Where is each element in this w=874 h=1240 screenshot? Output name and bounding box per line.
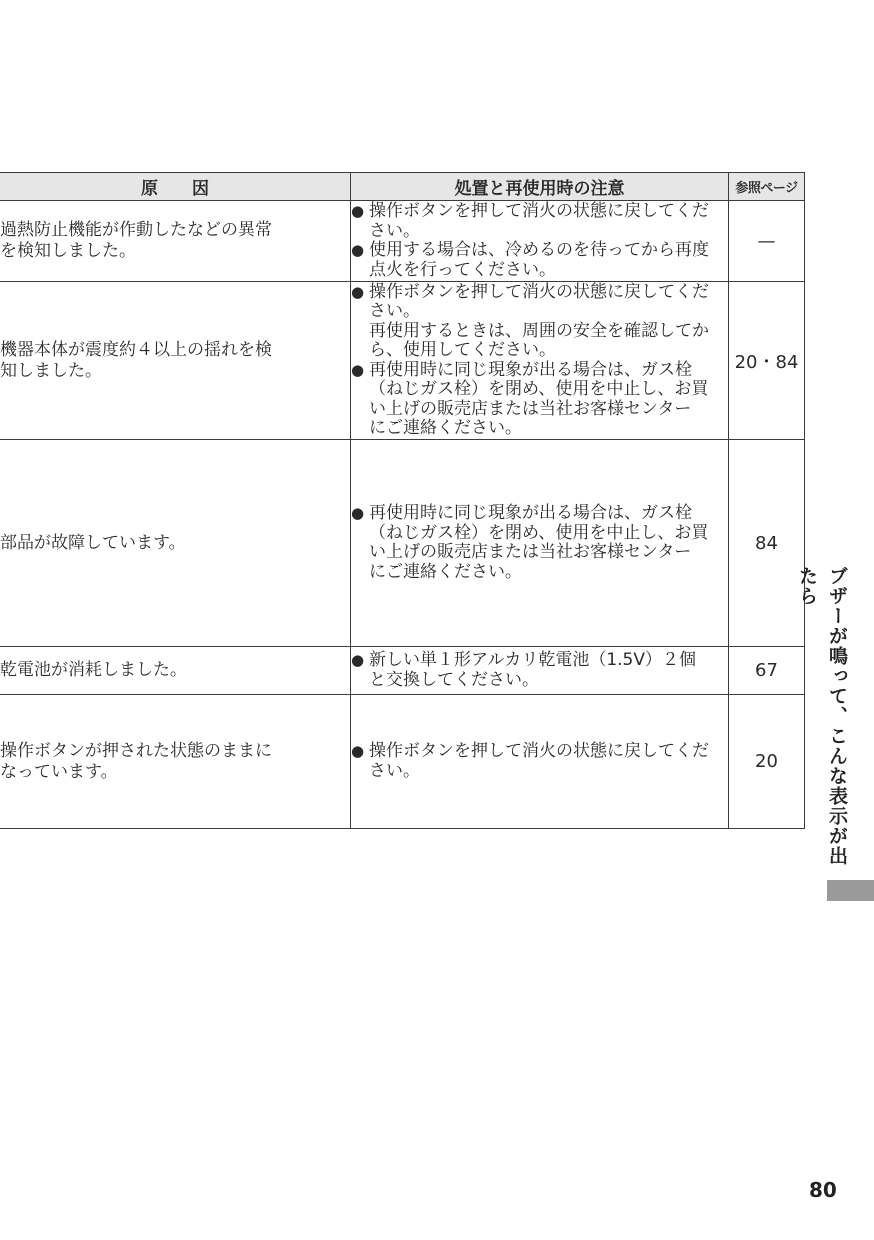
reference-page-cell: 84 <box>729 440 805 647</box>
bullet-icon: ● <box>351 742 365 760</box>
cause-cell <box>0 440 351 647</box>
cause-text-line: を検知しました。 <box>0 241 136 261</box>
action-text-line: 操作ボタンを押して消火の状態に戻してくだ <box>369 741 709 761</box>
table-row <box>0 282 805 440</box>
reference-page-cell: 67 <box>729 647 805 695</box>
header-reference-page: 参照ページ <box>729 173 805 201</box>
reference-page-cell: 20・84 <box>729 282 805 440</box>
cause-cell <box>0 201 351 282</box>
action-text-line: さい。 <box>369 301 420 321</box>
header-action: 処置と再使用時の注意 <box>351 173 729 201</box>
table-row <box>0 647 805 695</box>
action-text-line: さい。 <box>369 220 420 241</box>
action-text-line: 使用する場合は、冷めるのを待ってから再度 <box>369 240 709 260</box>
action-text-line: い上げの販売店または当社お客様センター <box>369 542 692 562</box>
bullet-icon: ● <box>351 282 365 301</box>
action-cell <box>351 282 729 440</box>
cause-text-line: 知しました。 <box>0 360 102 381</box>
section-side-tab: ブザーが鳴って、こんな表示が出たら <box>796 566 848 866</box>
action-item <box>351 742 728 781</box>
table-row <box>0 201 805 282</box>
action-text-line: 点火を行ってください。 <box>369 259 556 280</box>
reference-page-cell: — <box>729 201 805 282</box>
bullet-icon: ● <box>351 651 365 669</box>
table-header-row <box>0 173 805 201</box>
action-item <box>351 361 728 439</box>
action-item <box>351 651 728 690</box>
troubleshooting-table <box>0 172 805 829</box>
cause-text-line: 操作ボタンが押された状態のままに <box>0 740 272 761</box>
action-cell <box>351 647 729 695</box>
action-cell <box>351 695 729 829</box>
action-text-line: 再使用時に同じ現象が出る場合は、ガス栓 <box>369 503 692 523</box>
action-text-line: 再使用時に同じ現象が出る場合は、ガス栓 <box>369 359 692 380</box>
action-text <box>369 241 728 280</box>
bullet-icon: ● <box>351 241 365 259</box>
bullet-icon: ● <box>351 202 365 220</box>
section-tab-marker <box>827 880 874 901</box>
action-cell <box>351 201 729 282</box>
action-text-line: と交換してください。 <box>369 669 539 690</box>
action-text-line: 操作ボタンを押して消火の状態に戻してくだ <box>369 281 709 302</box>
action-text-line: 新しい単１形アルカリ乾電池（1.5V）２個 <box>369 650 696 670</box>
action-text <box>369 742 728 781</box>
cause-text-line: 機器本体が震度約４以上の揺れを検 <box>0 339 272 360</box>
action-text <box>369 283 728 361</box>
table-row <box>0 695 805 829</box>
cause-cell <box>0 647 351 695</box>
cause-cell <box>0 695 351 829</box>
action-item <box>351 202 728 241</box>
cause-text-line: 過熱防止機能が作動したなどの異常 <box>0 220 272 240</box>
action-text-line: い上げの販売店または当社お客様センター <box>369 398 692 419</box>
table-row <box>0 440 805 647</box>
action-text <box>369 651 728 690</box>
action-text-line: にご連絡ください。 <box>369 418 522 438</box>
action-text <box>369 202 728 241</box>
action-text <box>369 361 728 439</box>
reference-page-cell: 20 <box>729 695 805 829</box>
action-text <box>369 504 728 582</box>
action-text-line: さい。 <box>369 760 420 781</box>
bullet-icon: ● <box>351 360 365 379</box>
action-text-line: にご連絡ください。 <box>369 561 522 582</box>
action-cell <box>351 440 729 647</box>
action-item <box>351 504 728 582</box>
action-text-line: ら、使用してください。 <box>369 340 556 360</box>
page-number: 80 <box>809 1178 837 1202</box>
bullet-icon: ● <box>351 504 365 522</box>
action-text-line: 操作ボタンを押して消火の状態に戻してくだ <box>369 201 709 221</box>
cause-cell <box>0 282 351 440</box>
action-item <box>351 283 728 361</box>
action-text-line: （ねじガス栓）を閉め、使用を中止し、お買 <box>369 379 709 399</box>
cause-text-line: なっています。 <box>0 761 118 782</box>
header-cause: 原 因 <box>0 173 351 201</box>
action-text-line: 再使用するときは、周囲の安全を確認してか <box>369 320 709 341</box>
cause-text-line: 乾電池が消耗しました。 <box>0 660 187 680</box>
table-body <box>0 201 805 829</box>
cause-text-line: 部品が故障しています。 <box>0 532 186 553</box>
action-text-line: （ねじガス栓）を閉め、使用を中止し、お買 <box>369 522 709 543</box>
action-item <box>351 241 728 280</box>
